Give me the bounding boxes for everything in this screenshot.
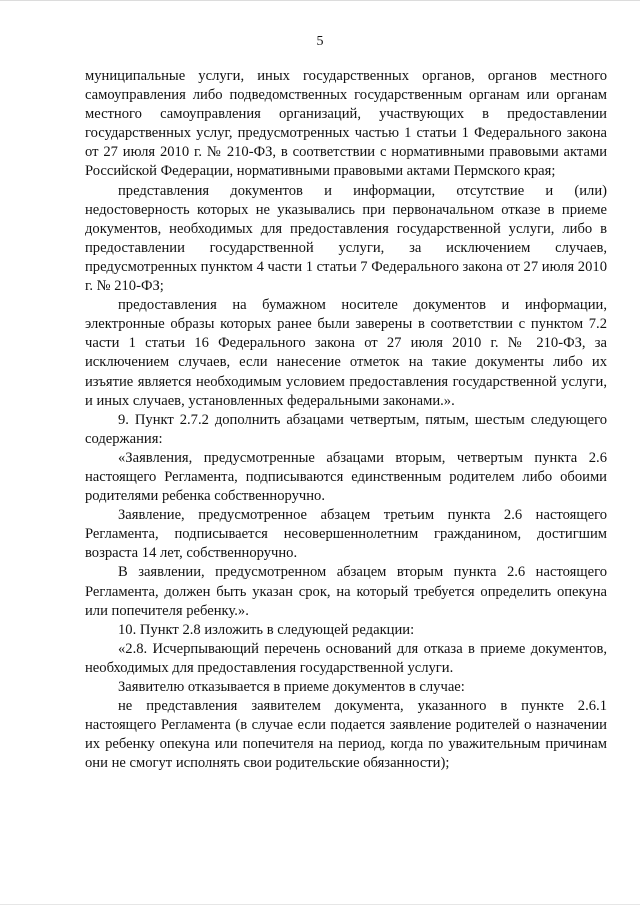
paragraph-documents-info: представления документов и информации, отсутствие и (или) недостоверность которых не указывались при первоначальном отказе в приеме документов, необходимых для предоставления государственной услуги, либо в предоставлении государственной услуги, за исключением случаев, предусмотренных пунктом 4 части 1 статьи 7 Федерального закона от 27 июля 2010 г. № 210-ФЗ; xyxy=(85,182,607,295)
page-number: 5 xyxy=(316,34,324,49)
paragraph-minor-application: Заявление, предусмотренное абзацем третьим пункта 2.6 настоящего Регламента, подписывается несовершеннолетним гражданином, достигшим возраста 14 лет, собственноручно. xyxy=(85,507,607,562)
paragraph-refusal-case: не представления заявителем документа, указанного в пункте 2.6.1 настоящего Регламента (в случае если подается заявление родителей о назначении их ребенку опекуна или попечителя на период, когда по уважительным причинам они не смогут исполнять свои родительские обязанности); xyxy=(85,698,607,772)
scan-edge-top xyxy=(0,0,640,1)
paragraph-applications-signed: «Заявления, предусмотренные абзацами вторым, четвертым пункта 2.6 настоящего Регламента, подписываются единственным родителем либо обоими родителями ребенка собственноручно. xyxy=(85,449,607,505)
paragraph-item-2-8: «2.8. Исчерпывающий перечень оснований для отказа в приеме документов, необходимых для предоставления государственной услуги. xyxy=(85,640,607,676)
document-body xyxy=(85,67,607,773)
paragraph-item-9: 9. Пункт 2.7.2 дополнить абзацами четвертым, пятым, шестым следующего содержания: xyxy=(85,411,607,447)
paragraph-guardian-term: В заявлении, предусмотренном абзацем вторым пункта 2.6 настоящего Регламента, должен быть указан срок, на который требуется определить опекуна или попечителя ребенку.». xyxy=(85,564,607,619)
paragraph-continuation: муниципальные услуги, иных государственных органов, органов местного самоуправления либо подведомственных государственным органам или органам местного самоуправления организаций, участвующих в предоставлении государственных услуг, предусмотренных частью 1 статьи 1 Федерального закона от 27 июля 2010 г. № 210-ФЗ, в соответствии с нормативными правовыми актами Российской Федерации, нормативными правовыми актами Пермского края; xyxy=(85,68,607,180)
paragraph-paper-documents: предоставления на бумажном носителе документов и информации, электронные образы которых ранее были заверены в соответствии с пунктом 7.2 части 1 статьи 16 Федерального закона от 27 июля 2010 г. № 210-ФЗ, за исключением случаев, если нанесение отметок на такие документы либо их изъятие является необходимым условием предоставления государственной услуги, и иных случаев, установленных федеральными законами.». xyxy=(85,297,607,409)
paragraph-refusal-intro: Заявителю отказывается в приеме документов в случае: xyxy=(118,679,465,695)
paragraph-item-10: 10. Пункт 2.8 изложить в следующей редакции: xyxy=(118,621,415,638)
